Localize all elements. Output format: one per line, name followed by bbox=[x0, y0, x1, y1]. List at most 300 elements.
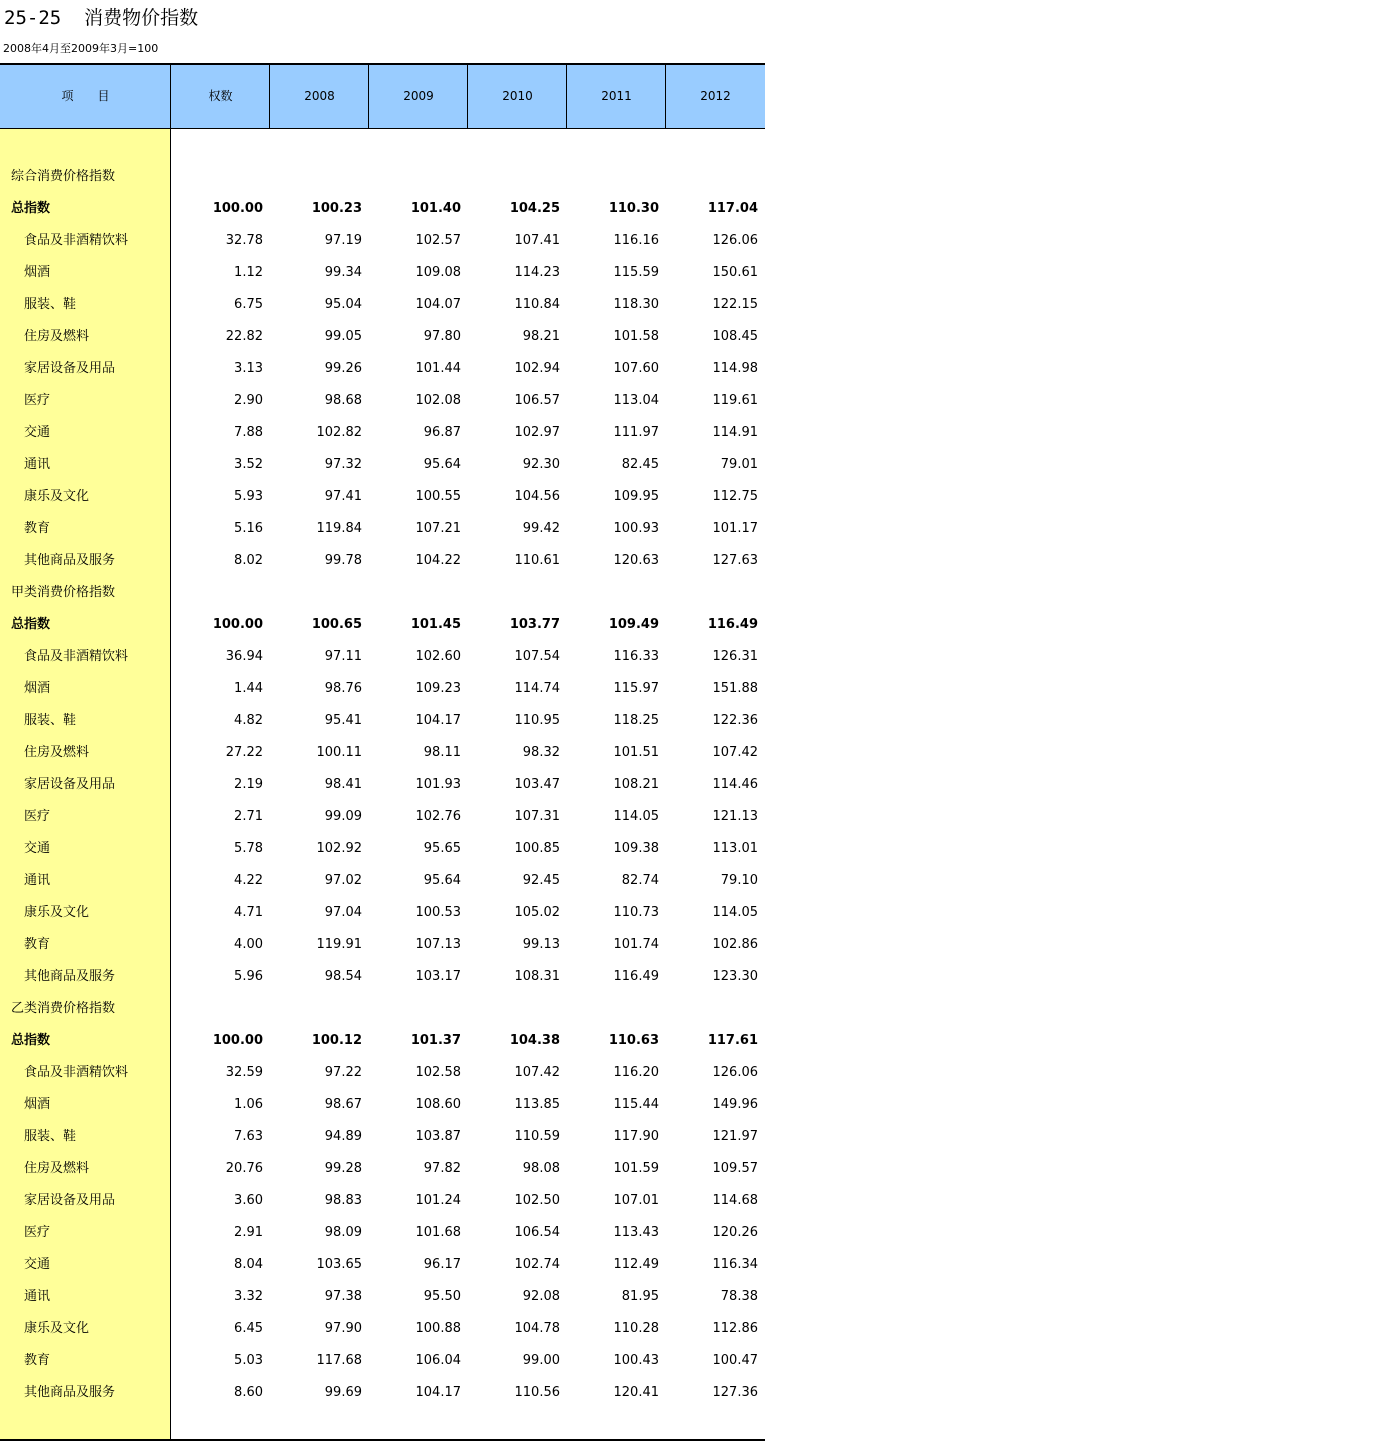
index-cell: 97.04 bbox=[324, 905, 362, 920]
row-label: 食品及非酒精饮料 bbox=[24, 649, 129, 664]
index-cell: 99.13 bbox=[522, 937, 560, 952]
weight-cell: 27.22 bbox=[225, 745, 263, 760]
index-cell: 99.00 bbox=[522, 1353, 560, 1368]
index-cell: 116.34 bbox=[712, 1257, 758, 1272]
header-year-2010: 2010 bbox=[467, 65, 567, 128]
index-cell: 97.90 bbox=[324, 1321, 362, 1336]
weight-cell: 4.00 bbox=[234, 937, 263, 952]
index-cell: 103.65 bbox=[316, 1257, 362, 1272]
index-cell: 100.11 bbox=[316, 745, 362, 760]
row-label: 康乐及文化 bbox=[24, 905, 90, 920]
index-cell: 104.17 bbox=[415, 713, 461, 728]
index-cell: 118.30 bbox=[613, 297, 659, 312]
weight-cell: 100.00 bbox=[212, 1033, 263, 1048]
index-cell: 96.87 bbox=[423, 425, 461, 440]
index-cell: 117.61 bbox=[707, 1033, 758, 1048]
index-cell: 104.25 bbox=[509, 201, 560, 216]
index-cell: 108.45 bbox=[712, 329, 758, 344]
weight-cell: 2.91 bbox=[234, 1225, 263, 1240]
table-row bbox=[0, 1377, 765, 1409]
index-cell: 110.28 bbox=[613, 1321, 659, 1336]
table-rows bbox=[0, 161, 765, 1409]
index-cell: 101.44 bbox=[415, 361, 461, 376]
table-row bbox=[0, 225, 765, 257]
table-row bbox=[0, 1153, 765, 1185]
index-cell: 102.76 bbox=[415, 809, 461, 824]
index-cell: 127.36 bbox=[712, 1385, 758, 1400]
index-cell: 114.05 bbox=[613, 809, 659, 824]
index-cell: 116.20 bbox=[613, 1065, 659, 1080]
header-year-2009: 2009 bbox=[368, 65, 468, 128]
row-label: 教育 bbox=[24, 521, 51, 536]
index-cell: 97.32 bbox=[324, 457, 362, 472]
index-cell: 101.24 bbox=[415, 1193, 461, 1208]
index-cell: 111.97 bbox=[613, 425, 659, 440]
index-cell: 120.26 bbox=[712, 1225, 758, 1240]
index-cell: 107.21 bbox=[415, 521, 461, 536]
index-cell: 97.19 bbox=[324, 233, 362, 248]
index-cell: 114.68 bbox=[712, 1193, 758, 1208]
index-cell: 101.59 bbox=[613, 1161, 659, 1176]
index-cell: 99.26 bbox=[324, 361, 362, 376]
section-heading-row bbox=[0, 161, 765, 193]
index-cell: 92.45 bbox=[522, 873, 560, 888]
index-cell: 98.41 bbox=[324, 777, 362, 792]
index-cell: 100.85 bbox=[514, 841, 560, 856]
index-cell: 92.08 bbox=[522, 1289, 560, 1304]
index-cell: 113.04 bbox=[613, 393, 659, 408]
index-cell: 112.49 bbox=[613, 1257, 659, 1272]
table-row bbox=[0, 321, 765, 353]
index-cell: 101.40 bbox=[410, 201, 461, 216]
index-cell: 102.94 bbox=[514, 361, 560, 376]
index-cell: 101.68 bbox=[415, 1225, 461, 1240]
index-cell: 82.74 bbox=[621, 873, 659, 888]
index-cell: 101.93 bbox=[415, 777, 461, 792]
weight-cell: 32.59 bbox=[225, 1065, 263, 1080]
table-row bbox=[0, 833, 765, 865]
table-row bbox=[0, 1313, 765, 1345]
table-row bbox=[0, 1121, 765, 1153]
index-cell: 126.31 bbox=[712, 649, 758, 664]
row-label: 服装、鞋 bbox=[24, 1129, 77, 1144]
table-row bbox=[0, 1217, 765, 1249]
index-cell: 98.83 bbox=[324, 1193, 362, 1208]
index-cell: 94.89 bbox=[324, 1129, 362, 1144]
table-body bbox=[0, 129, 765, 1439]
index-cell: 122.36 bbox=[712, 713, 758, 728]
index-cell: 95.41 bbox=[324, 713, 362, 728]
weight-cell: 6.45 bbox=[234, 1321, 263, 1336]
index-cell: 103.87 bbox=[415, 1129, 461, 1144]
index-cell: 117.90 bbox=[613, 1129, 659, 1144]
weight-cell: 4.22 bbox=[234, 873, 263, 888]
table-row bbox=[0, 929, 765, 961]
index-cell: 97.82 bbox=[423, 1161, 461, 1176]
table-row bbox=[0, 289, 765, 321]
index-cell: 123.30 bbox=[712, 969, 758, 984]
index-cell: 110.73 bbox=[613, 905, 659, 920]
table-row bbox=[0, 737, 765, 769]
table-row bbox=[0, 673, 765, 705]
index-cell: 100.12 bbox=[311, 1033, 362, 1048]
table-row bbox=[0, 705, 765, 737]
weight-cell: 6.75 bbox=[234, 297, 263, 312]
row-label: 医疗 bbox=[24, 809, 51, 824]
index-cell: 150.61 bbox=[712, 265, 758, 280]
index-cell: 108.60 bbox=[415, 1097, 461, 1112]
index-cell: 100.55 bbox=[415, 489, 461, 504]
weight-cell: 4.71 bbox=[234, 905, 263, 920]
table-title: 25-25 消费物价指数 bbox=[4, 7, 199, 29]
index-cell: 97.02 bbox=[324, 873, 362, 888]
index-cell: 114.05 bbox=[712, 905, 758, 920]
index-cell: 107.41 bbox=[514, 233, 560, 248]
index-cell: 126.06 bbox=[712, 1065, 758, 1080]
index-cell: 120.41 bbox=[613, 1385, 659, 1400]
table-row bbox=[0, 1185, 765, 1217]
table-row bbox=[0, 353, 765, 385]
weight-cell: 1.12 bbox=[234, 265, 263, 280]
index-cell: 98.76 bbox=[324, 681, 362, 696]
index-cell: 110.56 bbox=[514, 1385, 560, 1400]
table-row bbox=[0, 513, 765, 545]
index-cell: 113.85 bbox=[514, 1097, 560, 1112]
index-cell: 109.49 bbox=[608, 617, 659, 632]
index-cell: 149.96 bbox=[712, 1097, 758, 1112]
index-cell: 79.10 bbox=[720, 873, 758, 888]
section-heading-row bbox=[0, 993, 765, 1025]
index-cell: 98.09 bbox=[324, 1225, 362, 1240]
index-cell: 95.04 bbox=[324, 297, 362, 312]
row-label: 烟酒 bbox=[24, 1097, 51, 1112]
row-label: 交通 bbox=[24, 1257, 51, 1272]
index-cell: 117.04 bbox=[707, 201, 758, 216]
weight-cell: 36.94 bbox=[225, 649, 263, 664]
header-item: 项 目 bbox=[61, 89, 110, 103]
index-cell: 102.08 bbox=[415, 393, 461, 408]
weight-cell: 3.52 bbox=[234, 457, 263, 472]
table-row bbox=[0, 1057, 765, 1089]
index-cell: 101.45 bbox=[410, 617, 461, 632]
index-cell: 119.91 bbox=[316, 937, 362, 952]
row-label: 教育 bbox=[24, 937, 51, 952]
row-label: 家居设备及用品 bbox=[24, 361, 116, 376]
index-cell: 104.17 bbox=[415, 1385, 461, 1400]
table-row bbox=[0, 1249, 765, 1281]
header-year-2008: 2008 bbox=[269, 65, 369, 128]
index-cell: 113.01 bbox=[712, 841, 758, 856]
index-cell: 101.37 bbox=[410, 1033, 461, 1048]
index-cell: 78.38 bbox=[720, 1289, 758, 1304]
row-label: 通讯 bbox=[24, 873, 51, 888]
index-cell: 116.49 bbox=[613, 969, 659, 984]
weight-cell: 3.32 bbox=[234, 1289, 263, 1304]
row-label: 总指数 bbox=[11, 1033, 51, 1048]
row-label: 通讯 bbox=[24, 1289, 51, 1304]
table-row bbox=[0, 1089, 765, 1121]
index-cell: 102.92 bbox=[316, 841, 362, 856]
row-label: 其他商品及服务 bbox=[24, 553, 116, 568]
index-cell: 98.32 bbox=[522, 745, 560, 760]
table-row bbox=[0, 257, 765, 289]
index-cell: 100.65 bbox=[311, 617, 362, 632]
index-cell: 151.88 bbox=[712, 681, 758, 696]
index-cell: 81.95 bbox=[621, 1289, 659, 1304]
weight-cell: 100.00 bbox=[212, 201, 263, 216]
table-row bbox=[0, 1345, 765, 1377]
row-label: 康乐及文化 bbox=[24, 489, 90, 504]
index-cell: 127.63 bbox=[712, 553, 758, 568]
index-cell: 98.21 bbox=[522, 329, 560, 344]
table-row bbox=[0, 801, 765, 833]
row-label: 总指数 bbox=[11, 617, 51, 632]
index-cell: 100.23 bbox=[311, 201, 362, 216]
row-label: 住房及燃料 bbox=[24, 329, 90, 344]
index-cell: 95.65 bbox=[423, 841, 461, 856]
index-cell: 99.42 bbox=[522, 521, 560, 536]
index-cell: 99.09 bbox=[324, 809, 362, 824]
weight-cell: 8.02 bbox=[234, 553, 263, 568]
weight-cell: 5.16 bbox=[234, 521, 263, 536]
table-row bbox=[0, 1281, 765, 1313]
weight-cell: 8.04 bbox=[234, 1257, 263, 1272]
table-row bbox=[0, 417, 765, 449]
index-cell: 106.54 bbox=[514, 1225, 560, 1240]
weight-cell: 20.76 bbox=[225, 1161, 263, 1176]
index-cell: 106.04 bbox=[415, 1353, 461, 1368]
index-cell: 107.42 bbox=[712, 745, 758, 760]
index-cell: 110.61 bbox=[514, 553, 560, 568]
weight-cell: 2.90 bbox=[234, 393, 263, 408]
row-label: 服装、鞋 bbox=[24, 713, 77, 728]
cpi-table bbox=[0, 63, 765, 1441]
weight-cell: 7.88 bbox=[234, 425, 263, 440]
row-label: 住房及燃料 bbox=[24, 745, 90, 760]
index-cell: 82.45 bbox=[621, 457, 659, 472]
table-row bbox=[0, 897, 765, 929]
header-weight: 权数 bbox=[170, 65, 270, 128]
index-cell: 98.68 bbox=[324, 393, 362, 408]
index-cell: 102.97 bbox=[514, 425, 560, 440]
index-cell: 102.50 bbox=[514, 1193, 560, 1208]
row-label: 交通 bbox=[24, 841, 51, 856]
index-cell: 109.23 bbox=[415, 681, 461, 696]
index-cell: 110.63 bbox=[608, 1033, 659, 1048]
row-label: 食品及非酒精饮料 bbox=[24, 233, 129, 248]
index-cell: 115.97 bbox=[613, 681, 659, 696]
weight-cell: 5.78 bbox=[234, 841, 263, 856]
index-cell: 100.47 bbox=[712, 1353, 758, 1368]
index-cell: 97.38 bbox=[324, 1289, 362, 1304]
table-row bbox=[0, 481, 765, 513]
weight-cell: 32.78 bbox=[225, 233, 263, 248]
row-label: 总指数 bbox=[11, 201, 51, 216]
table-row bbox=[0, 641, 765, 673]
index-cell: 108.31 bbox=[514, 969, 560, 984]
row-label: 康乐及文化 bbox=[24, 1321, 90, 1336]
index-cell: 106.57 bbox=[514, 393, 560, 408]
total-index-row bbox=[0, 1025, 765, 1057]
index-cell: 100.88 bbox=[415, 1321, 461, 1336]
index-cell: 79.01 bbox=[720, 457, 758, 472]
index-cell: 99.05 bbox=[324, 329, 362, 344]
weight-cell: 5.03 bbox=[234, 1353, 263, 1368]
index-cell: 107.01 bbox=[613, 1193, 659, 1208]
index-cell: 114.23 bbox=[514, 265, 560, 280]
total-index-row bbox=[0, 609, 765, 641]
index-cell: 99.69 bbox=[324, 1385, 362, 1400]
index-cell: 116.49 bbox=[707, 617, 758, 632]
index-cell: 97.80 bbox=[423, 329, 461, 344]
table-header bbox=[0, 65, 765, 129]
weight-cell: 22.82 bbox=[225, 329, 263, 344]
row-label: 家居设备及用品 bbox=[24, 1193, 116, 1208]
index-cell: 117.68 bbox=[316, 1353, 362, 1368]
index-cell: 104.22 bbox=[415, 553, 461, 568]
index-cell: 126.06 bbox=[712, 233, 758, 248]
index-cell: 99.28 bbox=[324, 1161, 362, 1176]
row-label: 家居设备及用品 bbox=[24, 777, 116, 792]
index-cell: 110.84 bbox=[514, 297, 560, 312]
row-label: 医疗 bbox=[24, 1225, 51, 1240]
index-cell: 110.30 bbox=[608, 201, 659, 216]
base-period-note: 2008年4月至2009年3月=100 bbox=[3, 42, 159, 55]
index-cell: 101.58 bbox=[613, 329, 659, 344]
row-label: 教育 bbox=[24, 1353, 51, 1368]
row-label: 烟酒 bbox=[24, 681, 51, 696]
index-cell: 107.42 bbox=[514, 1065, 560, 1080]
index-cell: 110.95 bbox=[514, 713, 560, 728]
index-cell: 122.15 bbox=[712, 297, 758, 312]
index-cell: 95.64 bbox=[423, 873, 461, 888]
table-row bbox=[0, 449, 765, 481]
index-cell: 109.08 bbox=[415, 265, 461, 280]
index-cell: 96.17 bbox=[423, 1257, 461, 1272]
index-cell: 113.43 bbox=[613, 1225, 659, 1240]
index-cell: 98.08 bbox=[522, 1161, 560, 1176]
weight-cell: 2.71 bbox=[234, 809, 263, 824]
index-cell: 102.60 bbox=[415, 649, 461, 664]
row-label: 医疗 bbox=[24, 393, 51, 408]
header-year-2011: 2011 bbox=[566, 65, 666, 128]
total-index-row bbox=[0, 193, 765, 225]
index-cell: 101.51 bbox=[613, 745, 659, 760]
section-title: 甲类消费价格指数 bbox=[11, 585, 116, 600]
index-cell: 109.95 bbox=[613, 489, 659, 504]
index-cell: 112.75 bbox=[712, 489, 758, 504]
index-cell: 109.57 bbox=[712, 1161, 758, 1176]
table-row bbox=[0, 385, 765, 417]
index-cell: 102.86 bbox=[712, 937, 758, 952]
index-cell: 103.77 bbox=[509, 617, 560, 632]
section-title: 综合消费价格指数 bbox=[11, 169, 116, 184]
weight-cell: 5.93 bbox=[234, 489, 263, 504]
table-row bbox=[0, 865, 765, 897]
index-cell: 99.78 bbox=[324, 553, 362, 568]
index-cell: 114.74 bbox=[514, 681, 560, 696]
index-cell: 100.93 bbox=[613, 521, 659, 536]
index-cell: 97.22 bbox=[324, 1065, 362, 1080]
index-cell: 119.61 bbox=[712, 393, 758, 408]
row-label: 烟酒 bbox=[24, 265, 51, 280]
index-cell: 102.82 bbox=[316, 425, 362, 440]
row-label: 食品及非酒精饮料 bbox=[24, 1065, 129, 1080]
index-cell: 101.17 bbox=[712, 521, 758, 536]
index-cell: 114.46 bbox=[712, 777, 758, 792]
index-cell: 95.50 bbox=[423, 1289, 461, 1304]
header-year-2012: 2012 bbox=[665, 65, 765, 128]
section-heading-row bbox=[0, 577, 765, 609]
index-cell: 104.56 bbox=[514, 489, 560, 504]
row-label: 其他商品及服务 bbox=[24, 969, 116, 984]
index-cell: 98.67 bbox=[324, 1097, 362, 1112]
weight-cell: 100.00 bbox=[212, 617, 263, 632]
index-cell: 102.74 bbox=[514, 1257, 560, 1272]
index-cell: 115.59 bbox=[613, 265, 659, 280]
table-row bbox=[0, 769, 765, 801]
row-label: 交通 bbox=[24, 425, 51, 440]
index-cell: 116.16 bbox=[613, 233, 659, 248]
index-cell: 102.57 bbox=[415, 233, 461, 248]
index-cell: 118.25 bbox=[613, 713, 659, 728]
weight-cell: 1.06 bbox=[234, 1097, 263, 1112]
index-cell: 104.07 bbox=[415, 297, 461, 312]
index-cell: 102.58 bbox=[415, 1065, 461, 1080]
index-cell: 107.13 bbox=[415, 937, 461, 952]
index-cell: 116.33 bbox=[613, 649, 659, 664]
index-cell: 121.13 bbox=[712, 809, 758, 824]
index-cell: 107.31 bbox=[514, 809, 560, 824]
index-cell: 100.43 bbox=[613, 1353, 659, 1368]
index-cell: 98.11 bbox=[423, 745, 461, 760]
index-cell: 115.44 bbox=[613, 1097, 659, 1112]
index-cell: 99.34 bbox=[324, 265, 362, 280]
index-cell: 104.38 bbox=[509, 1033, 560, 1048]
index-cell: 108.21 bbox=[613, 777, 659, 792]
index-cell: 97.11 bbox=[324, 649, 362, 664]
index-cell: 103.17 bbox=[415, 969, 461, 984]
row-label: 住房及燃料 bbox=[24, 1161, 90, 1176]
index-cell: 104.78 bbox=[514, 1321, 560, 1336]
index-cell: 114.98 bbox=[712, 361, 758, 376]
weight-cell: 1.44 bbox=[234, 681, 263, 696]
weight-cell: 7.63 bbox=[234, 1129, 263, 1144]
weight-cell: 3.13 bbox=[234, 361, 263, 376]
weight-cell: 4.82 bbox=[234, 713, 263, 728]
index-cell: 97.41 bbox=[324, 489, 362, 504]
table-row bbox=[0, 545, 765, 577]
index-cell: 98.54 bbox=[324, 969, 362, 984]
index-cell: 103.47 bbox=[514, 777, 560, 792]
section-title: 乙类消费价格指数 bbox=[11, 1001, 116, 1016]
index-cell: 121.97 bbox=[712, 1129, 758, 1144]
index-cell: 110.59 bbox=[514, 1129, 560, 1144]
row-label: 通讯 bbox=[24, 457, 51, 472]
table-row bbox=[0, 961, 765, 993]
index-cell: 114.91 bbox=[712, 425, 758, 440]
index-cell: 92.30 bbox=[522, 457, 560, 472]
index-cell: 119.84 bbox=[316, 521, 362, 536]
index-cell: 112.86 bbox=[712, 1321, 758, 1336]
index-cell: 95.64 bbox=[423, 457, 461, 472]
index-cell: 105.02 bbox=[514, 905, 560, 920]
weight-cell: 8.60 bbox=[234, 1385, 263, 1400]
row-label: 服装、鞋 bbox=[24, 297, 77, 312]
index-cell: 107.60 bbox=[613, 361, 659, 376]
weight-cell: 2.19 bbox=[234, 777, 263, 792]
weight-cell: 5.96 bbox=[234, 969, 263, 984]
